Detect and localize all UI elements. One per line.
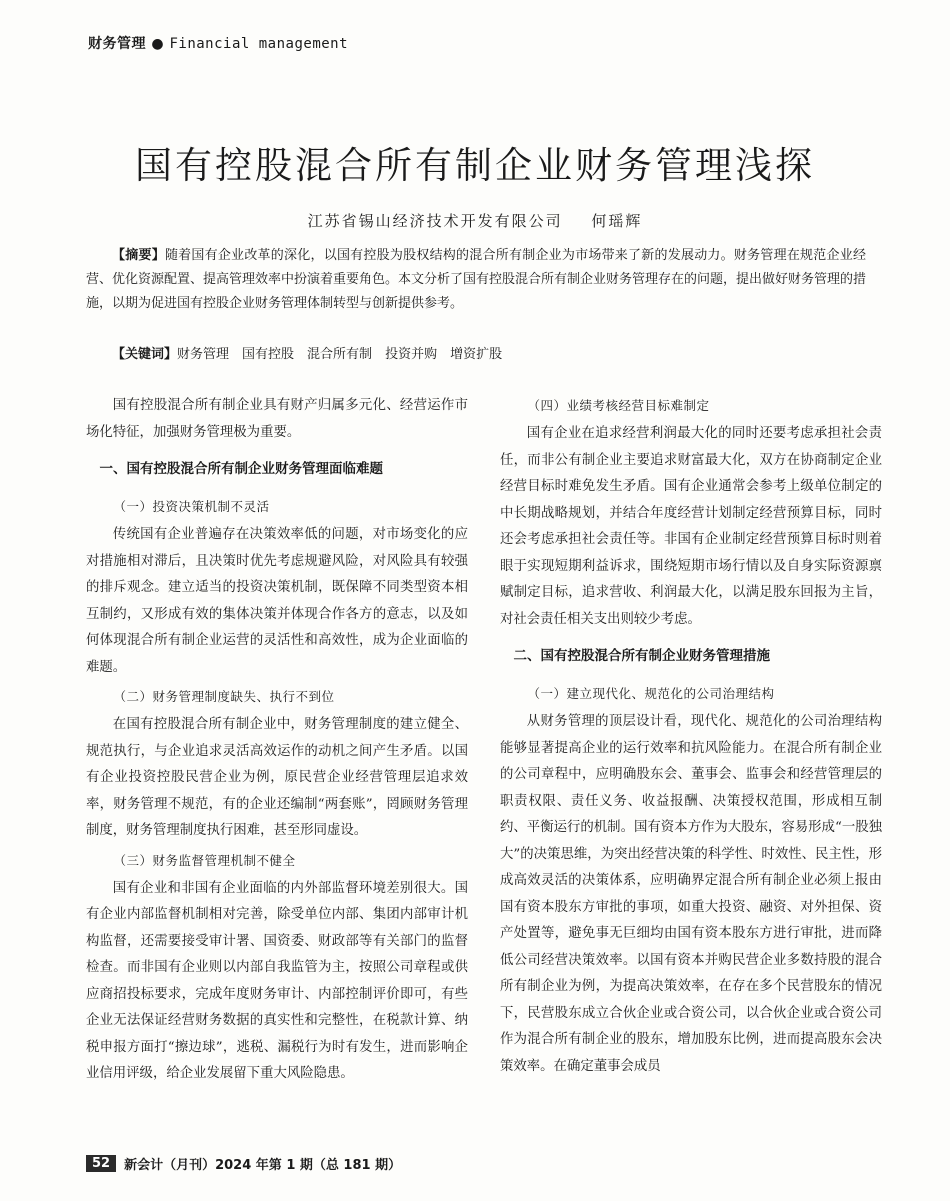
body-paragraph: 在国有控股混合所有制企业中，财务管理制度的建立健全、规范执行，与企业追求灵活高效运作的动机之间产生矛盾。以国有企业投资控股民营企业为例，原民营企业经营管理层追求效率，财务管理不规范，有的企业还编制“两套账”，罔顾财务管理制度，财务管理制度执行困难，甚至形同虚设。 [86, 717, 468, 838]
abstract-label: 【摘要】 [112, 248, 165, 263]
header-cn: 财务管理 [88, 36, 146, 52]
keyword: 投资并购 [385, 347, 438, 362]
section-heading: 一、国有控股混合所有制企业财务管理面临难题 [99, 461, 383, 477]
abstract [86, 244, 866, 316]
running-header [88, 33, 348, 53]
subsection-heading: （三）财务监督管理机制不健全 [113, 852, 296, 868]
article-title: 国有控股混合所有制企业财务管理浅探 [135, 144, 815, 187]
left-column [86, 393, 468, 1088]
keyword: 增资扩股 [450, 347, 503, 362]
right-column [500, 393, 882, 1080]
subsection-heading: （一）建立现代化、规范化的公司治理结构 [527, 686, 775, 701]
keyword: 财务管理 [177, 347, 230, 362]
journal-citation: 新会计（月刊）2024 年第 1 期（总 181 期） [124, 1158, 402, 1173]
subsection-heading: （四）业绩考核经营目标难制定 [527, 398, 710, 413]
body-paragraph: 传统国有企业普遍存在决策效率低的问题，对市场变化的应对措施相对滞后，且决策时优先考虑规避风险，对风险具有较强的排斥观念。建立适当的投资决策机制，既保障不同类型资本相互制约，又形成有效的集体决策并体现合作各方的意志，以及如何体现混合所有制企业运营的灵活性和高效性，成为企业面临的难题。 [86, 527, 468, 675]
header-en: Financial management [169, 36, 349, 52]
header-separator: ● [151, 36, 165, 52]
intro-paragraph: 国有控股混合所有制企业具有财产归属多元化、经营运作市场化特征，加强财务管理极为重要。 [86, 398, 468, 440]
author-name: 何瑶辉 [591, 212, 643, 230]
body-paragraph: 国有企业和非国有企业面临的内外部监督环境差别很大。国有企业内部监督机制相对完善，除受单位内部、集团内部审计机构监督，还需要接受审计署、国资委、财政部等有关部门的监督检查。而非国有企业则以内部自我监管为主，按照公司章程或供应商招投标要求，完成年度财务审计、内部控制评价即可，有些企业无法保证经营财务数据的真实性和完整性，在税款计算、纳税申报方面打“擦边球”，逃税、漏税行为时有发生，进而影响企业信用评级，给企业发展留下重大风险隐患。 [86, 880, 468, 1081]
page-footer [86, 1154, 401, 1173]
subsection-heading: （二）财务管理制度缺失、执行不到位 [113, 689, 335, 704]
abstract-text: 随着国有企业改革的深化，以国有控股为股权结构的混合所有制企业为市场带来了新的发展动力。财务管理在规范企业经营、优化资源配置、提高管理效率中扮演着重要角色。本文分析了国有控股混合所有制企业财务管理存在的问题，提出做好财务管理的措施，以期为促进国有控股企业财务管理体制转型与创新提供参考。 [86, 248, 867, 311]
keywords-label: 【关键词】 [112, 347, 178, 362]
page-number: 52 [86, 1155, 116, 1172]
keyword: 国有控股 [242, 347, 295, 362]
keywords [112, 343, 515, 367]
keyword: 混合所有制 [307, 347, 373, 362]
body-paragraph: 从财务管理的顶层设计看，现代化、规范化的公司治理结构能够显著提高企业的运行效率和抗风险能力。在混合所有制企业的公司章程中，应明确股东会、董事会、监事会和经营管理层的职责权限、责任义务、收益报酬、决策授权范围，形成相互制约、平衡运行的机制。国有资本方作为大股东，容易形成“一股独大”的决策思维，为突出经营决策的科学性、时效性、民主性，形成高效灵活的决策体系，应明确界定混合所有制企业必须上报由国有资本股东方审批的事项，如重大投资、融资、对外担保、资产处置等，避免事无巨细均由国有资本股东方进行审批，进而降低公司经营决策效率。以国有资本并购民营企业多数持股的混合所有制企业为例，为提高决策效率，在存在多个民营股东的情况下，民营股东成立合伙企业或合资公司，以合伙企业或合资公司作为混合所有制企业的股东，增加股东比例，进而提高股东会决策效率。在确定董事会成员 [500, 714, 882, 1074]
body-paragraph: 国有企业在追求经营利润最大化的同时还要考虑承担社会责任，而非公有制企业主要追求财富最大化，双方在协商制定企业经营目标时难免发生矛盾。国有企业通常会参考上级单位制定的中长期战略规划，并结合年度经营计划制定经营预算目标，同时还会考虑承担社会责任等。非国有企业制定经营预算目标时则着眼于实现短期利益诉求，围绕短期市场行情以及自身实际资源禀赋制定目标，追求营收、利润最大化，以满足股东回报为主旨，对社会责任相关支出则较少考虑。 [500, 426, 882, 627]
author-organization: 江苏省锡山经济技术开发有限公司 [307, 212, 563, 230]
subsection-heading: （一）投资决策机制不灵活 [113, 499, 270, 514]
byline [0, 210, 950, 231]
section-heading: 二、国有控股混合所有制企业财务管理措施 [513, 648, 770, 664]
